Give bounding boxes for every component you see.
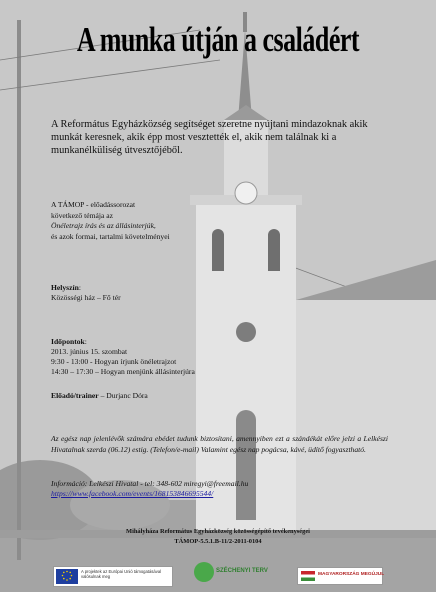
schedule-date: 2013. június 15. szombat	[51, 347, 128, 356]
location-label: Helyszín	[51, 283, 79, 292]
tamop-line-1: A TÁMOP - előadássorozat	[51, 200, 136, 209]
eu-flag-icon	[56, 569, 78, 584]
footer-line-2: TÁMOP-5.5.1.B-11/2-2011-0104	[174, 538, 262, 545]
location-section	[51, 283, 121, 303]
magyarorszag-megujul-logo	[297, 567, 383, 585]
tamop-topic	[51, 200, 241, 242]
speaker-label: Előadó/trainer	[51, 391, 99, 400]
eu-logo-text: A projektek az Európai Unió támogatásával valósulnak meg	[81, 569, 162, 580]
flyer-title: A munka útján a családért	[76, 20, 360, 60]
szechenyi-terv-logo	[194, 562, 272, 586]
schedule-slot-2: 14:30 – 17:30 – Hogyan menjünk állásinterjúra	[51, 367, 195, 376]
footer-line-1: Mihályháza Református Egyházközség közösségépítő tevékenységei	[126, 528, 310, 535]
magyarorszag-logo-text: MAGYARORSZÁG MEGÚJUL	[318, 572, 385, 577]
intro-paragraph: A Református Egyházközség segítséget szeretne nyújtani mindazoknak akik munkát keresnek, akik épp most vesztették el, akik nem találnak ki a munkanélküliség útvesztőjéből.	[51, 119, 368, 156]
schedule-slot-1: 9:30 - 13:00 - Hogyan írjunk önéletrajzot	[51, 357, 177, 366]
lunch-note: Az egész nap jelenlévők számára ebédet tudunk biztosítani, amennyiben ezt a szándékát előre jelzi a Lelkészi Hivatalnak szerda (06.12) estig. (Telefon/e-mail) Valamint egész nap pogácsa, kávé, üdítő fogyasztható.	[51, 434, 388, 455]
location-heading	[51, 283, 121, 293]
contact-info: Információ: Lelkészi Hivatal - tel: 348-602 miregyi@freemail.hu	[51, 479, 249, 488]
location-colon: :	[78, 283, 81, 292]
speaker-line	[51, 391, 148, 400]
speaker-value: – Durjanc Dóra	[98, 391, 148, 400]
schedule-label: Időpontok	[51, 337, 85, 346]
hungarian-flag-icon	[301, 571, 315, 581]
schedule-colon: :	[84, 337, 87, 346]
schedule-heading	[51, 337, 195, 347]
facebook-event-link[interactable]: https://www.facebook.com/events/168153846695544/	[51, 489, 214, 498]
tamop-line-4: és azok formai, tartalmi követelményei	[51, 231, 170, 241]
schedule-section	[51, 337, 195, 377]
szechenyi-logo-text: SZÉCHENYI TERV	[216, 568, 268, 574]
eu-logo	[53, 566, 173, 587]
tamop-line-2: következő témája az	[51, 210, 113, 220]
szechenyi-leaf-icon	[194, 562, 214, 582]
location-value: Közösségi ház – Fő tér	[51, 293, 121, 302]
footer	[0, 527, 436, 547]
tamop-line-3: Önéletrajz írás és az állásinterjúk,	[51, 221, 156, 230]
